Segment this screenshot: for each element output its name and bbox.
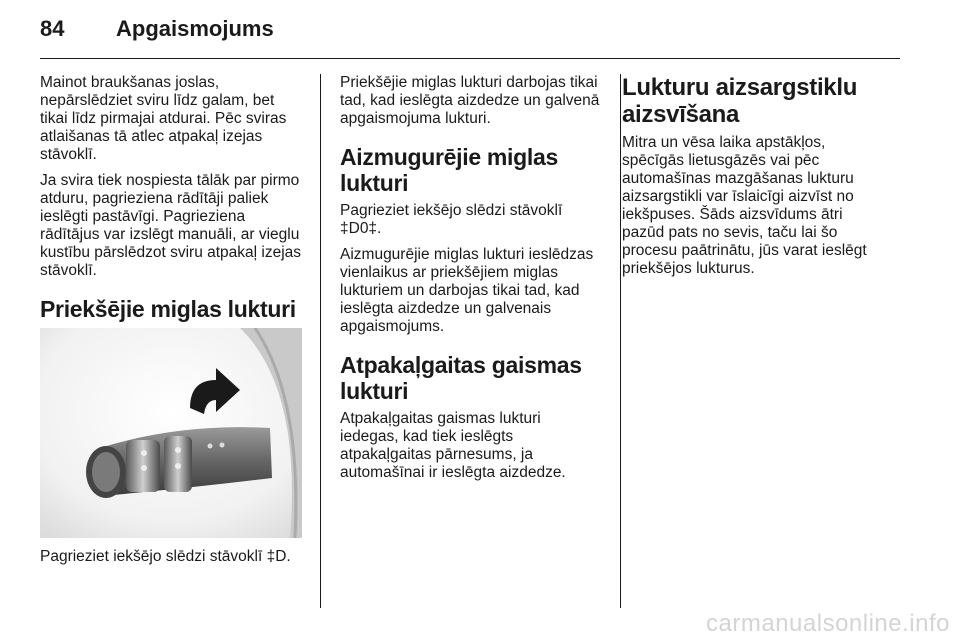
section-heading: Priekšējie miglas lukturi bbox=[40, 296, 296, 322]
watermark: carmanualsonline.info bbox=[706, 610, 950, 637]
section-heading: Aizmugurējie miglas lukturi bbox=[340, 144, 558, 196]
column-left bbox=[40, 74, 302, 574]
section-heading: Lukturu aizsargstiklu aizsvīšana bbox=[622, 74, 858, 128]
column-divider bbox=[320, 74, 321, 608]
column-right bbox=[622, 74, 884, 286]
image-caption: Pagrieziet iekšējo slēdzi stāvoklī ‡D. bbox=[40, 548, 291, 565]
paragraph: Pagrieziet iekšējo slēdzi stāvoklī ‡D0‡. bbox=[340, 202, 563, 237]
paragraph: Priekšējie miglas lukturi darbojas tikai tad, kad ieslēgta aizdedze un galvenā apgaismojuma lukturi. bbox=[340, 74, 600, 127]
column-middle bbox=[340, 74, 602, 490]
paragraph: Mitra un vēsa laika apstākļos, spēcīgās lietusgāzēs vai pēc automašīnas mazgāšanas lukturu aizsargstikli var īslaicīgi aizvīst no iekšpuses. Šāds aizsvīdums ātri pazūd pats no sevis, taču lai šo procesu paātrinātu, jūs varat ieslēgt priekšējos lukturus. bbox=[622, 134, 867, 277]
paragraph: Aizmugurējie miglas lukturi ieslēdzas vienlaikus ar priekšējiem miglas lukturiem un darbojas tikai tad, kad ieslēgta aizdedze un galvenais apgaismojums. bbox=[340, 246, 594, 335]
paragraph: Ja svira tiek nospiesta tālāk par pirmo atduru, pagrieziena rādītāji paliek ieslēgti pastāvīgi. Pagrieziena rādītājus var izslēgt manuāli, ar vieglu kustību pārslēdzot sviru atpakaļ izejas stāvoklī. bbox=[40, 172, 302, 279]
paragraph: Atpakaļgaitas gaismas lukturi iedegas, kad tiek ieslēgts atpakaļgaitas pārnesums, ja automašīnai ir ieslēgta aizdedze. bbox=[340, 410, 566, 481]
header-rule bbox=[40, 58, 900, 59]
paragraph: Mainot braukšanas joslas, nepārslēdziet sviru līdz galam, bet tikai līdz pirmajai atdurai. Pēc sviras atlaišanas tā atlec atpakaļ izejas stāvoklī. bbox=[40, 74, 287, 163]
page-number: 84 bbox=[40, 16, 65, 41]
page-header bbox=[40, 16, 900, 56]
column-divider bbox=[620, 74, 621, 608]
fog-light-switch-illustration bbox=[40, 328, 302, 538]
section-heading: Atpakaļgaitas gaismas lukturi bbox=[340, 352, 582, 404]
page-title: Apgaismojums bbox=[116, 16, 274, 41]
